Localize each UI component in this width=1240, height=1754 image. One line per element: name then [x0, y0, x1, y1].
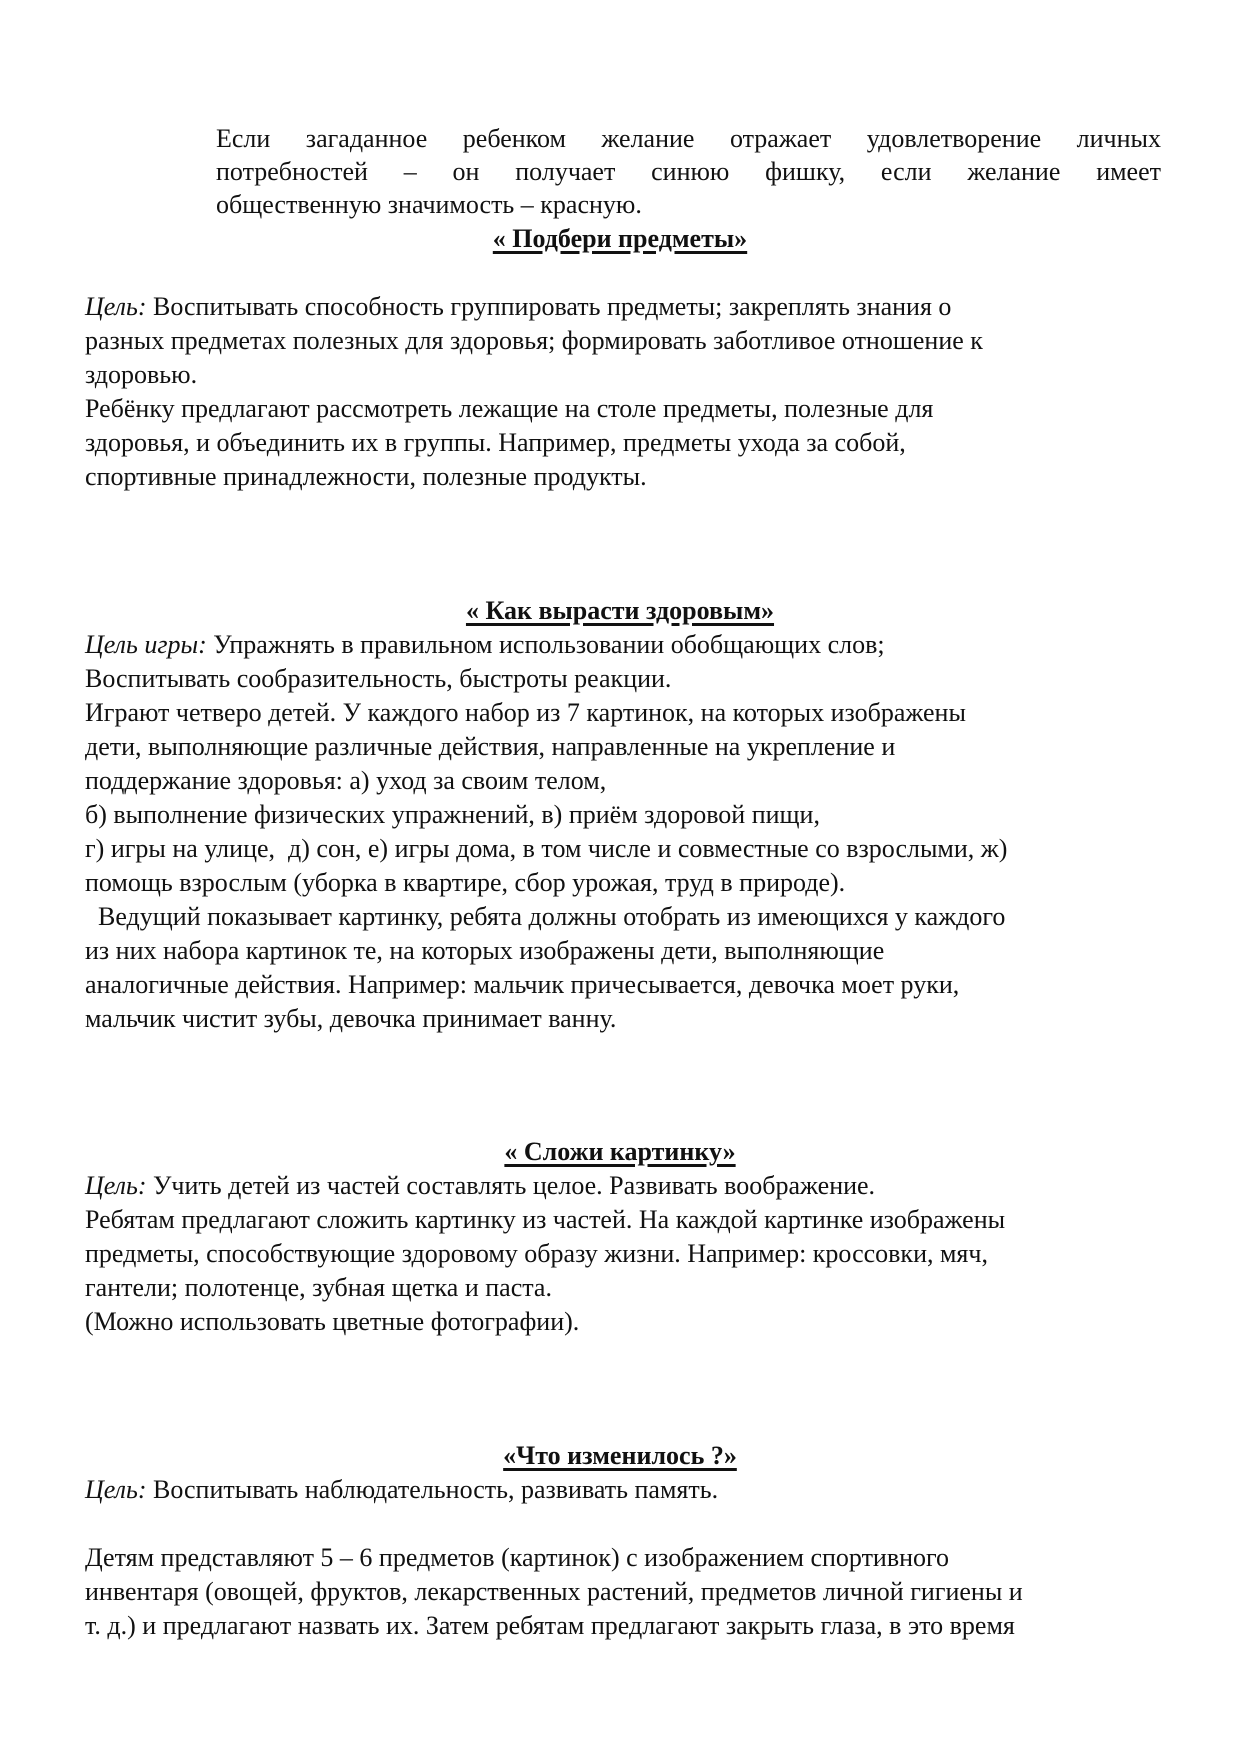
section-title: «Что изменилось ?» [503, 1441, 737, 1470]
text-line: гантели; полотенце, зубная щетка и паста. [85, 1273, 552, 1302]
section-title: « Подбери предметы» [492, 224, 748, 253]
goal-label: Цель игры: [85, 630, 207, 659]
text-line: здоровья, и объединить их в группы. Например, предметы ухода за собой, [85, 428, 906, 457]
text-line: инвентаря (овощей, фруктов, лекарственных растений, предметов личной гигиены и [85, 1577, 1023, 1606]
goal-label: Цель: [85, 292, 147, 321]
goal-line: Цель: Воспитывать способность группировать предметы; закреплять знания о [85, 292, 952, 321]
text-line: т. д.) и предлагают назвать их. Затем ребятам предлагают закрыть глаза, в это время [85, 1611, 1015, 1640]
text-line: Играют четверо детей. У каждого набор из 7 картинок, на которых изображены [85, 698, 966, 727]
text-line: б) выполнение физических упражнений, в) приём здоровой пищи, [85, 800, 820, 829]
text-line: помощь взрослым (уборка в квартире, сбор урожая, труд в природе). [85, 868, 846, 897]
goal-label: Цель: [85, 1475, 147, 1504]
text-line: дети, выполняющие различные действия, направленные на укрепление и [85, 732, 896, 761]
goal-line: Цель: Воспитывать наблюдательность, развивать память. [85, 1475, 719, 1504]
text-line: общественную значимость – красную. [216, 190, 642, 219]
text-line: поддержание здоровья: а) уход за своим телом, [85, 766, 607, 795]
text-line: спортивные принадлежности, полезные продукты. [85, 462, 647, 491]
section-title: « Как вырасти здоровым» [465, 596, 775, 625]
text-line: Ведущий показывает картинку, ребята должны отобрать из имеющихся у каждого [85, 902, 1006, 931]
section-title: « Сложи картинку» [504, 1137, 736, 1166]
text-line: мальчик чистит зубы, девочка принимает ванну. [85, 1004, 617, 1033]
text-line: разных предметах полезных для здоровья; формировать заботливое отношение к [85, 326, 983, 355]
text-line: Детям представляют 5 – 6 предметов (картинок) с изображением спортивного [85, 1543, 950, 1572]
text-line: Если загаданное ребенком желание отражает удовлетворение личных [216, 124, 1161, 153]
text-line: из них набора картинок те, на которых изображены дети, выполняющие [85, 936, 885, 965]
text-line: Ребятам предлагают сложить картинку из частей. На каждой картинке изображены [85, 1205, 1006, 1234]
goal-line: Цель: Учить детей из частей составлять целое. Развивать воображение. [85, 1171, 876, 1200]
text-line: г) игры на улице, д) сон, е) игры дома, в том числе и совместные со взрослыми, ж) [85, 834, 1008, 863]
goal-label: Цель: [85, 1171, 147, 1200]
text-line: Ребёнку предлагают рассмотреть лежащие на столе предметы, полезные для [85, 394, 934, 423]
text-line: аналогичные действия. Например: мальчик причесывается, девочка моет руки, [85, 970, 960, 999]
text-line: (Можно использовать цветные фотографии). [85, 1307, 580, 1336]
text-line: Воспитывать сообразительность, быстроты реакции. [85, 664, 672, 693]
text-line: потребностей – он получает синюю фишку, если желание имеет [216, 157, 1161, 186]
text-line: предметы, способствующие здоровому образу жизни. Например: кроссовки, мяч, [85, 1239, 988, 1268]
goal-line: Цель игры: Упражнять в правильном использовании обобщающих слов; [85, 630, 885, 659]
text-line: здоровью. [85, 360, 198, 389]
